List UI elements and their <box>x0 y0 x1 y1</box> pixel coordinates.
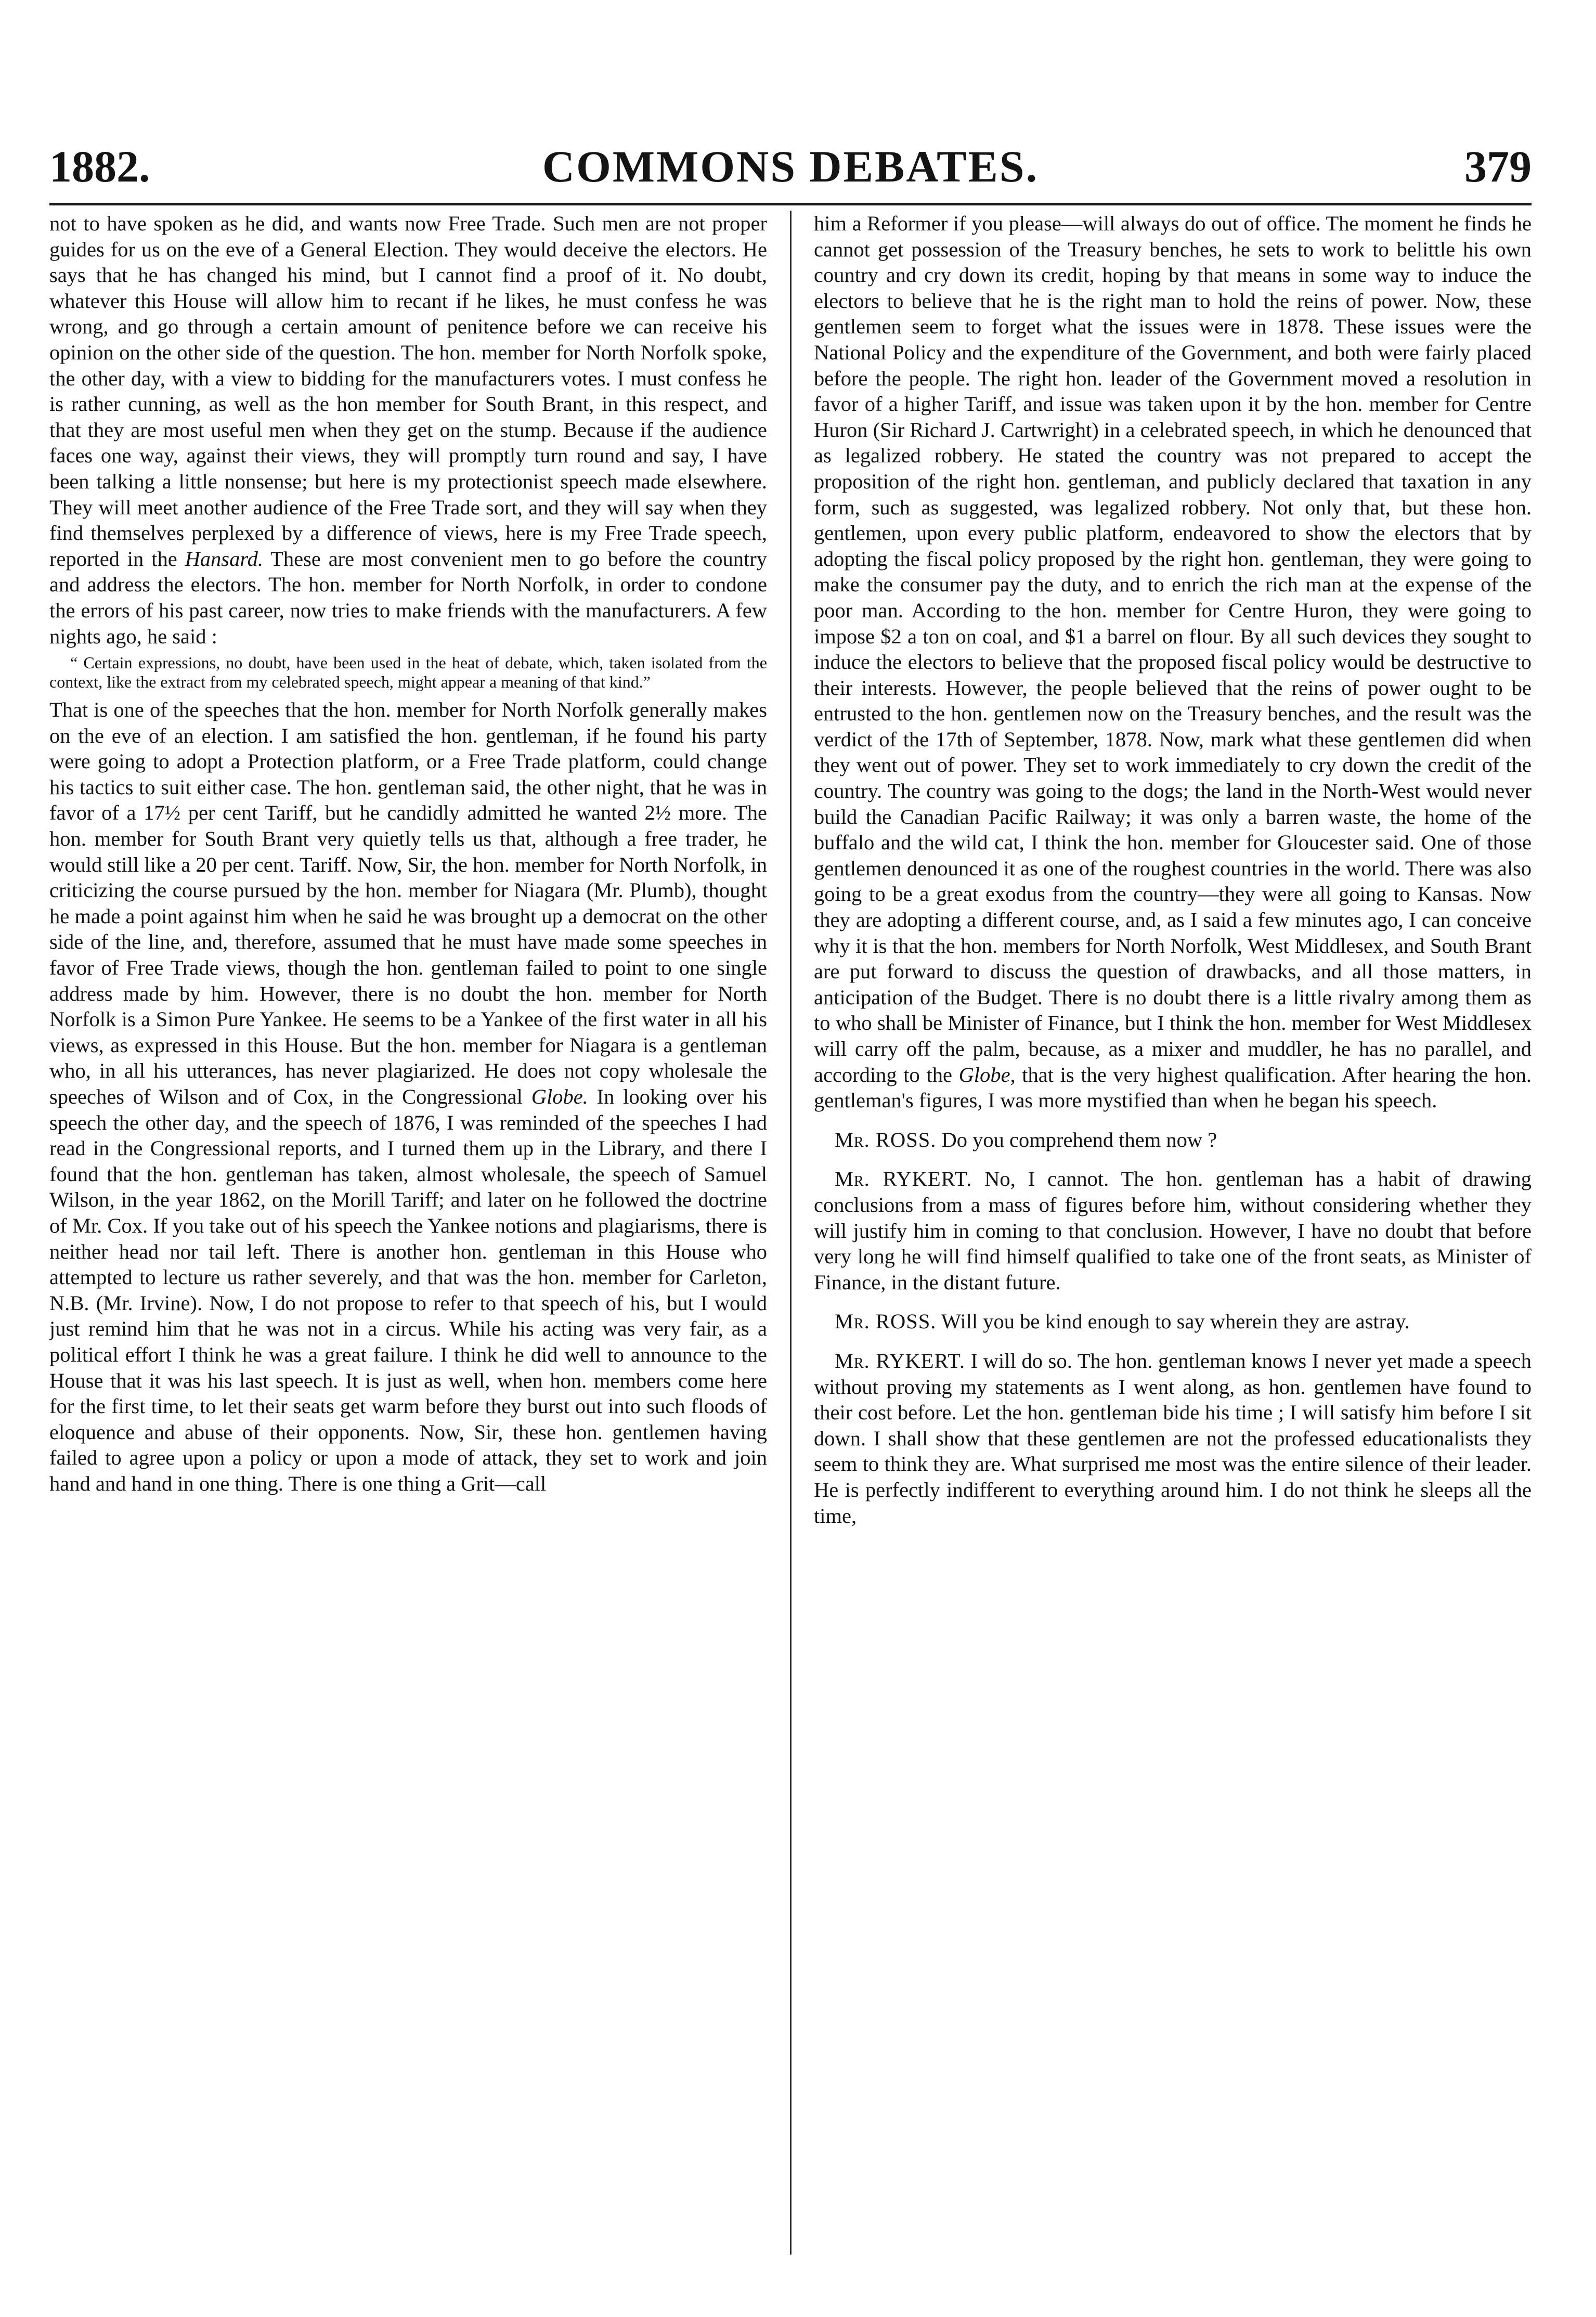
hansard-italic: Hansard. <box>185 547 263 571</box>
header-year: 1882. <box>49 141 150 191</box>
globe-italic-right: Globe, <box>958 1063 1016 1086</box>
block-quote: “ Certain expressions, no doubt, have been used in the heat of debate, which, taken isolated from the context, like the extract from my celebrated speech, might appear a meaning of that kind.” <box>49 653 767 692</box>
speech-text: No, I cannot. The hon. gentleman has a habit of drawing conclusions from a mass of figures before him, without considering whether they will justify him in coming to that conclusion. However, I have no doubt that before very long he will find himself qualified to take one of the front seats, as Minister of Finance, in the distant future. <box>814 1167 1532 1294</box>
speech-text: Will you be kind enough to say wherein they are astray. <box>936 1310 1410 1334</box>
speech-rykert-2 <box>814 1348 1532 1529</box>
text-columns <box>49 211 1532 2255</box>
left-column <box>49 211 767 2255</box>
hansard-page <box>49 125 1532 2257</box>
speech-rykert-1 <box>814 1166 1532 1295</box>
left-p2-text-a: That is one of the speeches that the hon. member for North Norfolk generally makes on the eve of an election. I am satisfied the hon. gentleman, if he found his party were going to adopt a Protection platform, or a Free Trade platform, could change his tactics to suit either case. The hon. gentleman said, the other night, that he was in favor of a 17½ per cent Tariff, but he candidly admitted he wanted 2½ more. The hon. member for South Brant very quietly tells us that, although a free trader, he would still like a 20 per cent. Tariff. Now, Sir, the hon. member for North Norfolk, in criticizing the course pursued by the hon. member for Niagara (Mr. Plumb), thought he made a point against him when he said he was brought up a democrat on the other side of the line, and, therefore, assumed that he must have made some speeches in favor of Free Trade views, though the hon. gentleman failed to point to one single address made by him. However, there is no doubt the hon. member for North Norfolk is a Simon Pure Yankee. He seems to be a Yankee of the first water in all his views, as expressed in this House. But the hon. member for Niagara is a gentleman who, in all his utterances, has never plagiarized. He does not copy wholesale the speeches of Wilson and of Cox, in the Congressional <box>49 698 767 1108</box>
header-page-number: 379 <box>1464 141 1532 191</box>
speech-ross-2 <box>814 1309 1532 1335</box>
header-title: COMMONS DEBATES. <box>542 141 1039 191</box>
right-p1-text-b: that is the very highest qualification. After hearing the hon. gentleman's figures, I was more mystified than when he began his speech. <box>814 1063 1532 1112</box>
right-paragraph-1 <box>814 211 1532 1114</box>
left-paragraph-1 <box>49 211 767 649</box>
left-paragraph-2 <box>49 697 767 1496</box>
right-p1-text-a: him a Reformer if you please—will always do out of office. The moment he finds he cannot get possession of the Treasury benches, he sets to work to belittle his own country and cry down its credit, hoping by that means in some way to induce the electors to believe that he is the right man to hold the reins of power. Now, these gentlemen seem to forget what the issues were in 1878. These issues were the National Policy and the expenditure of the Government, and both were fairly placed before the people. The right hon. leader of the Government moved a resolution in favor of a higher Tariff, and issue was taken upon it by the hon. member for Centre Huron (Sir Richard J. Cartwright) in a celebrated speech, in which he denounced that as legalized robbery. He stated the country was not prepared to accept the proposition of the right hon. gentleman, and publicly declared that taxation in any form, such as suggested, was legalized robbery. Not only that, but these hon. gentlemen, upon every public platform, endeavored to show the electors that by adopting the fiscal policy proposed by the right hon. gentleman, they were going to make the consumer pay the duty, and to enrich the rich man at the expense of the poor man. According to the hon. member for Centre Huron, they were going to impose $2 a ton on coal, and $1 a barrel on flour. By all such devices they sought to induce the electors to believe that the proposed fiscal policy would be destructive to their interests. However, the people believed that the reins of power ought to be entrusted to the hon. gentlemen now on the Treasury benches, and the result was the verdict of the 17th of September, 1878. Now, mark what these gentlemen did when they went out of power. They set to work immediately to cry down the credit of the country. The country was going to the dogs; the land in the North-West would never build the Canadian Pacific Railway; it was only a barren waste, the home of the buffalo and the wild cat, I think the hon. member for Gloucester said. One of those gentlemen denounced it as one of the roughest countries in the world. There was also going to be a great exodus from the country—they were all going to Kansas. Now they are adopting a different course, and, as I said a few minutes ago, I can conceive why it is that the hon. members for North Norfolk, West Middlesex, and South Brant are put forward to discuss the question of drawbacks, and all those matters, in anticipation of the Budget. There is no doubt there is a little rivalry among them as to who shall be Minister of Finance, but I think the hon. member for West Middlesex will carry off the palm, because, as a mixer and muddler, he has no parallel, and according to the <box>814 212 1532 1086</box>
left-p2-text-b: In looking over his speech the other day, and the speech of 1876, I was reminded of the speeches I had read in the Congressional reports, and I turned them up in the Library, and there I found that the hon. gentleman has taken, almost wholesale, the speech of Samuel Wilson, in the year 1862, on the Morill Tariff; and later on he followed the doctrine of Mr. Cox. If you take out of his speech the Yankee notions and plagiarisms, there is neither head nor tail left. There is another hon. gentleman in this House who attempted to lecture us rather severely, and that was the hon. member for Carleton, N.B. (Mr. Irvine). Now, I do not propose to refer to that speech of his, but I would just remind him that he was not in a circus. While his acting was very fair, as a political effort I think he was a great failure. I think he did well to announce to the House that it was his last speech. It is just as well, when hon. members come here for the first time, to let their seats get warm before they burst out into such floods of eloquence and abuse of their opponents. Now, Sir, these hon. gentlemen having failed to agree upon a policy or upon a mode of attack, they set to work and join hand and hand in one thing. There is one thing a Grit—call <box>49 1085 767 1495</box>
right-column <box>814 211 1532 2255</box>
globe-italic: Globe. <box>531 1085 588 1108</box>
speech-ross-1 <box>814 1127 1532 1153</box>
speaker-name: Mr. ROSS. <box>835 1310 937 1334</box>
left-p1-text-a: not to have spoken as he did, and wants now Free Trade. Such men are not proper guides for us on the eve of a General Election. They would deceive the electors. He says that he has changed his mind, but I cannot find a proof of it. No doubt, whatever this House will allow him to recant if he likes, he must confess he was wrong, and go through a certain amount of penitence before we can receive his opinion on the other side of the question. The hon. member for North Norfolk spoke, the other day, with a view to bidding for the manufacturers votes. I must confess he is rather cunning, as well as the hon member for South Brant, in this respect, and that they are most useful men when they get on the stump. Because if the audience faces one way, against their views, they will promptly turn round and say, I have been talking a little nonsense; but here is my protectionist speech made elsewhere. They will meet another audience of the Free Trade sort, and they will say when they find themselves perplexed by a difference of views, here is my Free Trade speech, reported in the <box>49 212 767 571</box>
speech-text: Do you comprehend them now ? <box>936 1128 1217 1151</box>
column-divider <box>790 211 791 2255</box>
left-p1-text-b: These are most convenient men to go before the country and address the electors. The hon. member for North Norfolk, in order to condone the errors of his past career, now tries to make friends with the manufacturers. A few nights ago, he said : <box>49 547 767 648</box>
speaker-name: Mr. RYKERT. <box>835 1167 972 1191</box>
speaker-name: Mr. RYKERT. <box>835 1349 965 1373</box>
speech-text: I will do so. The hon. gentleman knows I never yet made a speech without proving my statements as I went along, as hon. gentlemen have found to their cost before. Let the hon. gentleman bide his time ; I will satisfy him before I sit down. I shall show that these gentlemen are not the professed educationalists they seem to think they are. What surprised me most was the entire silence of their leader. He is perfectly indifferent to everything around him. I do not think he sleeps all the time, <box>814 1349 1532 1528</box>
speaker-name: Mr. ROSS. <box>835 1128 937 1151</box>
page-header <box>49 125 1532 205</box>
